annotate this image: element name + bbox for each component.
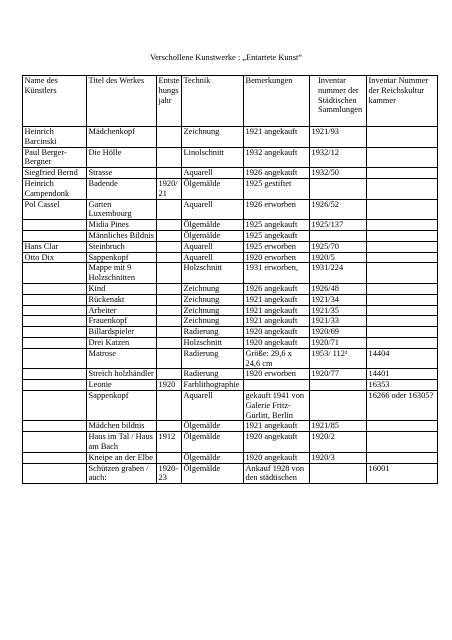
cell-technique: Zeichnung xyxy=(182,316,244,327)
cell-inventory-city xyxy=(310,380,367,391)
table-row xyxy=(23,327,438,338)
cell-inventory-city xyxy=(310,390,367,420)
cell-inventory-reich: 14401 xyxy=(367,369,438,380)
cell-artist xyxy=(23,337,87,348)
cell-year xyxy=(157,316,182,327)
header-year: Entstehungsjahr xyxy=(157,76,182,127)
table-row xyxy=(23,380,438,391)
cell-inventory-reich xyxy=(367,230,438,241)
cell-technique: Ölgemälde xyxy=(182,452,244,463)
cell-remarks: 1926 angekauft xyxy=(244,168,310,179)
table-row xyxy=(23,337,438,348)
cell-inventory-reich xyxy=(367,305,438,316)
cell-technique: Ölgemälde xyxy=(182,432,244,453)
cell-inventory-city: 1920/3 xyxy=(310,452,367,463)
cell-inventory-reich xyxy=(367,199,438,220)
cell-inventory-reich xyxy=(367,241,438,252)
table-row xyxy=(23,348,438,369)
cell-title: Drei Katzen xyxy=(87,337,157,348)
cell-year: 1920 xyxy=(157,380,182,391)
table-row xyxy=(23,421,438,432)
cell-technique: Aquarell xyxy=(182,199,244,220)
cell-artist xyxy=(23,348,87,369)
cell-technique: Zeichnung xyxy=(182,305,244,316)
cell-artist xyxy=(23,327,87,338)
cell-remarks: 1921 angekauft xyxy=(244,294,310,305)
cell-artist xyxy=(23,380,87,391)
cell-technique: Holzschnitt xyxy=(182,337,244,348)
cell-artist xyxy=(23,230,87,241)
cell-title: Arbeiter xyxy=(87,305,157,316)
table-row xyxy=(23,241,438,252)
cell-title: Männliches Bildnis xyxy=(87,230,157,241)
cell-title: Die Hölle xyxy=(87,147,157,168)
cell-year xyxy=(157,252,182,263)
cell-artist: Otto Dix xyxy=(23,252,87,263)
cell-title: Sappenkopf xyxy=(87,252,157,263)
cell-remarks: 1921 angekauft xyxy=(244,421,310,432)
cell-year xyxy=(157,327,182,338)
cell-inventory-reich xyxy=(367,283,438,294)
cell-remarks: 1920 angekauft xyxy=(244,452,310,463)
header-artist: Name des Künstlers xyxy=(23,76,87,127)
cell-remarks xyxy=(244,380,310,391)
cell-technique: Zeichnung xyxy=(182,283,244,294)
table-row xyxy=(23,168,438,179)
cell-year xyxy=(157,220,182,231)
cell-remarks: 1925 angekauft xyxy=(244,230,310,241)
cell-artist xyxy=(23,316,87,327)
table-row xyxy=(23,220,438,231)
cell-artist xyxy=(23,432,87,453)
document-title: Verschollene Kunstwerke : „Entartete Kunst“ xyxy=(149,53,303,62)
cell-year xyxy=(157,241,182,252)
cell-inventory-reich xyxy=(367,220,438,231)
cell-year: 1920-23 xyxy=(157,463,182,484)
cell-technique: Farblithographie xyxy=(182,380,244,391)
header-title: Titel des Werkes xyxy=(87,76,157,127)
cell-technique: Aquarell xyxy=(182,390,244,420)
cell-technique: Ölgemälde xyxy=(182,178,244,199)
cell-title: Billardspieler xyxy=(87,327,157,338)
cell-remarks: 1925 angekauft xyxy=(244,220,310,231)
cell-inventory-city xyxy=(310,178,367,199)
cell-remarks: 1921 angekauft xyxy=(244,305,310,316)
cell-technique: Ölgemälde xyxy=(182,230,244,241)
cell-year xyxy=(157,337,182,348)
cell-remarks: 1931 erworben, xyxy=(244,263,310,284)
cell-inventory-city: 1925/70 xyxy=(310,241,367,252)
cell-inventory-city: 1920/2 xyxy=(310,432,367,453)
cell-technique: Holzschnitt xyxy=(182,263,244,284)
cell-inventory-city: 1925/137 xyxy=(310,220,367,231)
table-row xyxy=(23,199,438,220)
cell-year: 1920/ 21 xyxy=(157,178,182,199)
cell-inventory-city: 1953/ 112² xyxy=(310,348,367,369)
cell-year xyxy=(157,283,182,294)
cell-inventory-reich: 16001 xyxy=(367,463,438,484)
cell-artist xyxy=(23,283,87,294)
cell-inventory-city: 1921/33 xyxy=(310,316,367,327)
table-row xyxy=(23,147,438,168)
cell-remarks: gekauft 1941 von Galerie Fritz-Gurlitt, Berlin xyxy=(244,390,310,420)
cell-remarks: 1920 erworben xyxy=(244,252,310,263)
table-row xyxy=(23,452,438,463)
cell-year xyxy=(157,127,182,148)
cell-remarks: 1926 erworben xyxy=(244,199,310,220)
cell-title: Frauenkopf xyxy=(87,316,157,327)
table-body xyxy=(23,127,438,484)
cell-inventory-reich xyxy=(367,127,438,148)
artworks-table xyxy=(22,75,438,484)
table-row xyxy=(23,390,438,420)
cell-inventory-reich xyxy=(367,337,438,348)
table-row xyxy=(23,463,438,484)
cell-inventory-city: 1921/93 xyxy=(310,127,367,148)
cell-title: Haus im Tal / Haus am Bach xyxy=(87,432,157,453)
cell-technique: Radierung xyxy=(182,348,244,369)
cell-inventory-reich: 16353 xyxy=(367,380,438,391)
cell-remarks: 1921 angekauft xyxy=(244,316,310,327)
cell-title: Matrose xyxy=(87,348,157,369)
header-remarks: Bemerkungen xyxy=(244,76,310,127)
cell-technique: Ölgemälde xyxy=(182,220,244,231)
cell-artist xyxy=(23,220,87,231)
cell-title: Mappe mit 9 Holzschnitten xyxy=(87,263,157,284)
cell-title: Badende xyxy=(87,178,157,199)
cell-year xyxy=(157,421,182,432)
cell-inventory-city: 1920/5 xyxy=(310,252,367,263)
cell-remarks: 1920 erworben xyxy=(244,369,310,380)
cell-title: Streich holzhändler xyxy=(87,369,157,380)
cell-inventory-city: 1932/50 xyxy=(310,168,367,179)
cell-artist xyxy=(23,369,87,380)
header-inventory-city: Inventar nummer der Städtischen Sammlungen xyxy=(310,76,367,127)
cell-technique: Ölgemälde xyxy=(182,463,244,484)
cell-title: Strasse xyxy=(87,168,157,179)
cell-title: Steinbruch xyxy=(87,241,157,252)
table-row xyxy=(23,178,438,199)
table-row xyxy=(23,252,438,263)
cell-inventory-reich xyxy=(367,263,438,284)
cell-inventory-reich xyxy=(367,147,438,168)
cell-technique: Aquarell xyxy=(182,241,244,252)
cell-technique: Aquarell xyxy=(182,168,244,179)
cell-inventory-reich xyxy=(367,178,438,199)
cell-inventory-reich xyxy=(367,327,438,338)
cell-technique: Linolschnitt xyxy=(182,147,244,168)
cell-remarks: 1932 angekauft xyxy=(244,147,310,168)
cell-inventory-city: 1926/52 xyxy=(310,199,367,220)
cell-artist xyxy=(23,305,87,316)
cell-inventory-city xyxy=(310,230,367,241)
cell-remarks: 1921 angekauft xyxy=(244,127,310,148)
cell-inventory-city: 1931/224 xyxy=(310,263,367,284)
cell-year xyxy=(157,199,182,220)
cell-artist: Hans Clar xyxy=(23,241,87,252)
cell-artist xyxy=(23,463,87,484)
cell-technique: Zeichnung xyxy=(182,294,244,305)
cell-technique: Ölgemälde xyxy=(182,421,244,432)
table-row xyxy=(23,127,438,148)
cell-remarks: 1926 angekauft xyxy=(244,283,310,294)
cell-artist xyxy=(23,294,87,305)
cell-inventory-city: 1920/77 xyxy=(310,369,367,380)
cell-year xyxy=(157,348,182,369)
cell-title: Schützen graben / auch: xyxy=(87,463,157,484)
cell-technique: Zeichnung xyxy=(182,127,244,148)
cell-remarks: 1920 angekauft xyxy=(244,327,310,338)
cell-remarks: 1920 angekauft xyxy=(244,337,310,348)
cell-artist xyxy=(23,390,87,420)
cell-inventory-reich xyxy=(367,316,438,327)
cell-artist: Pol Cassel xyxy=(23,199,87,220)
table-row xyxy=(23,263,438,284)
cell-title: Leonie xyxy=(87,380,157,391)
cell-year xyxy=(157,230,182,241)
header-inventory-reich: Inventar Nummer der Reichskultur kammer xyxy=(367,76,438,127)
cell-title: Mädchenkopf xyxy=(87,127,157,148)
table-row xyxy=(23,369,438,380)
table-row xyxy=(23,283,438,294)
cell-year xyxy=(157,369,182,380)
cell-artist xyxy=(23,421,87,432)
cell-inventory-reich xyxy=(367,294,438,305)
table-row xyxy=(23,305,438,316)
cell-remarks: Ankauf 1928 von den städtischen xyxy=(244,463,310,484)
cell-inventory-reich xyxy=(367,452,438,463)
cell-year xyxy=(157,452,182,463)
cell-title: Garten Luxembourg xyxy=(87,199,157,220)
table-row xyxy=(23,316,438,327)
cell-artist: Paul Berger-Bergner xyxy=(23,147,87,168)
cell-inventory-city: 1920/71 xyxy=(310,337,367,348)
cell-year xyxy=(157,390,182,420)
cell-year xyxy=(157,263,182,284)
cell-inventory-reich xyxy=(367,421,438,432)
cell-artist: Heinrich Barcinski xyxy=(23,127,87,148)
cell-title: Kneipe an der Elbe xyxy=(87,452,157,463)
cell-title: Rückenakt xyxy=(87,294,157,305)
cell-artist xyxy=(23,263,87,284)
cell-remarks: 1925 gestiftet xyxy=(244,178,310,199)
cell-inventory-city: 1921/34 xyxy=(310,294,367,305)
cell-year xyxy=(157,294,182,305)
cell-title: Mädchen bildnis xyxy=(87,421,157,432)
cell-inventory-city: 1920/69 xyxy=(310,327,367,338)
cell-year xyxy=(157,305,182,316)
cell-remarks: Größe: 29,6 x 24,6 cm xyxy=(244,348,310,369)
cell-technique: Radierung xyxy=(182,327,244,338)
cell-artist xyxy=(23,452,87,463)
cell-inventory-city xyxy=(310,463,367,484)
cell-inventory-reich: 14404 xyxy=(367,348,438,369)
cell-year xyxy=(157,168,182,179)
cell-inventory-city: 1932/12 xyxy=(310,147,367,168)
cell-technique: Radierung xyxy=(182,369,244,380)
cell-artist: Heinrich Campendonk xyxy=(23,178,87,199)
table-row xyxy=(23,294,438,305)
table-row xyxy=(23,230,438,241)
cell-year: 1912 xyxy=(157,432,182,453)
cell-title: Kind xyxy=(87,283,157,294)
header-row xyxy=(23,76,438,127)
cell-inventory-city: 1921/85 xyxy=(310,421,367,432)
cell-technique: Aquarell xyxy=(182,252,244,263)
cell-title: Midia Pines xyxy=(87,220,157,231)
cell-inventory-reich xyxy=(367,168,438,179)
cell-year xyxy=(157,147,182,168)
header-technique: Technik xyxy=(182,76,244,127)
cell-remarks: 1925 erworben xyxy=(244,241,310,252)
cell-inventory-reich xyxy=(367,432,438,453)
cell-inventory-city: 1926/48 xyxy=(310,283,367,294)
cell-artist: Siegfried Bernd xyxy=(23,168,87,179)
cell-inventory-reich: 16266 oder 16305? xyxy=(367,390,438,420)
cell-inventory-reich xyxy=(367,252,438,263)
cell-remarks: 1920 angekauft xyxy=(244,432,310,453)
cell-inventory-city: 1921/35 xyxy=(310,305,367,316)
table-row xyxy=(23,432,438,453)
cell-title: Sappenkopf xyxy=(87,390,157,420)
